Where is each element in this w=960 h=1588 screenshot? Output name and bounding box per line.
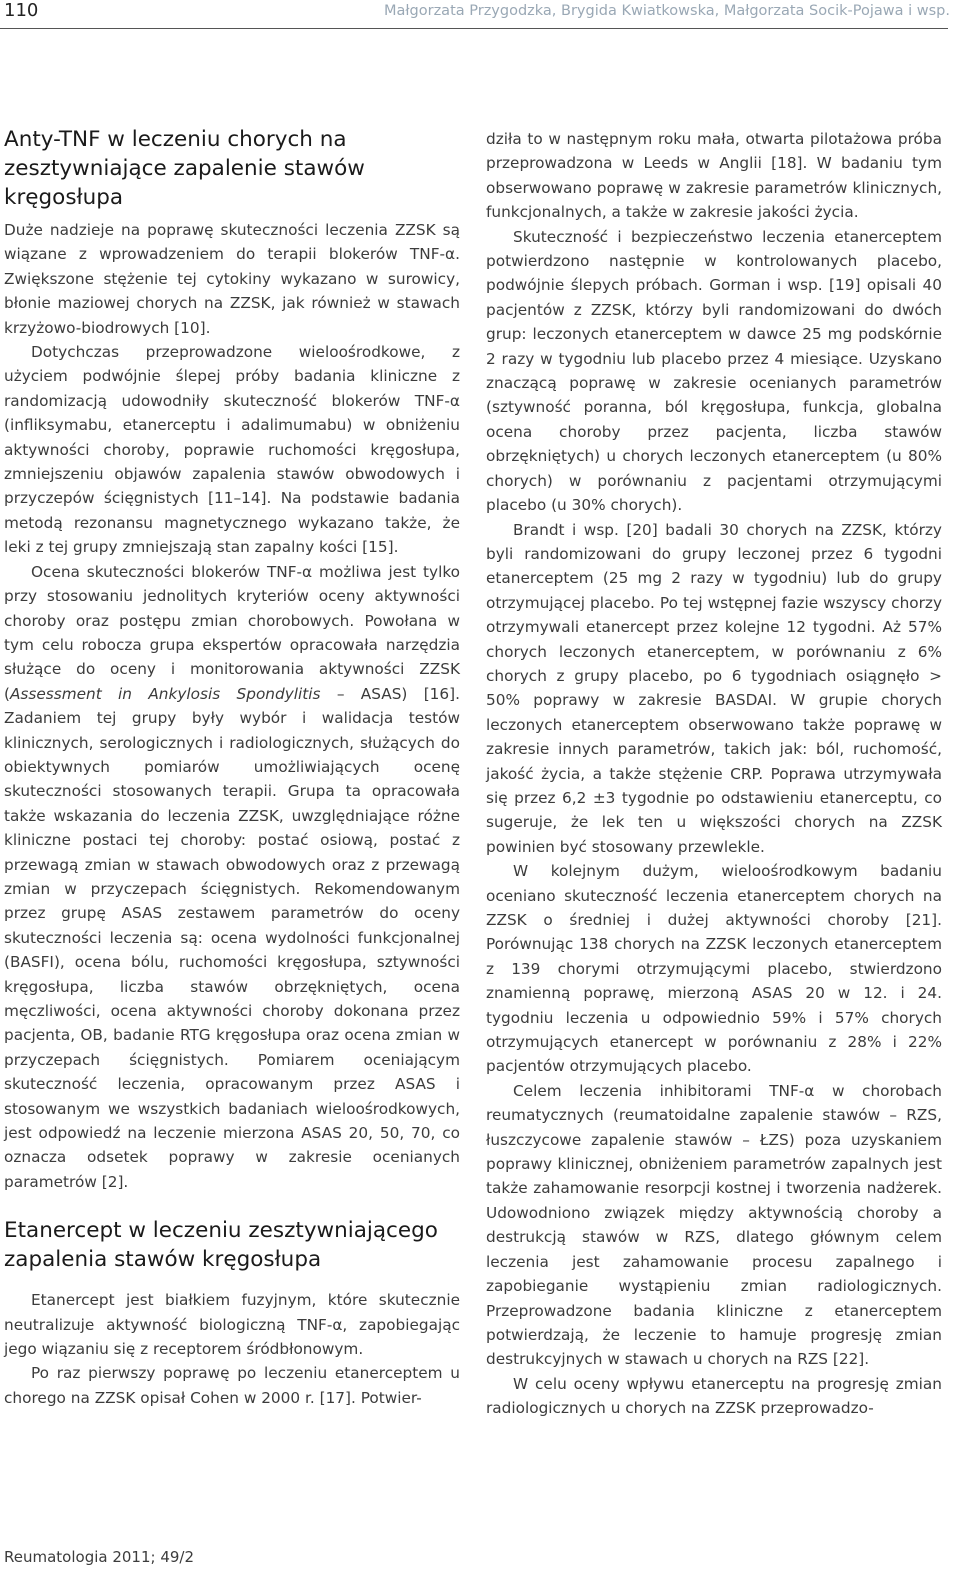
paragraph: Celem leczenia inhibitorami TNF-α w chorobach reumatycznych (reumatoidalne zapalenie stawów – RZS, łuszczycowe zapalenie stawów – ŁZS) poza uzyskaniem poprawy klinicznej, obniżeniem parametrów zapalnych jest także zahamowanie resorpcji kostnej i tworzenia nadżerek. Udowodniono związek między aktywnością choroby a destrukcją stawów w RZS, dlatego głównym celem leczenia jest zahamowanie procesu zapalnego i zapobieganie wystąpieniu zmian radiologicznych. Przeprowadzone badania kliniczne z etanerceptem potwierdzają, że leczenie to hamuje progresję zmian destrukcyjnych w stawach u chorych na RZS [22].: [486, 1081, 942, 1369]
header-rule: [0, 28, 948, 29]
paragraph: Dotychczas przeprowadzone wieloośrodkowe, z użyciem podwójnie ślepej próby badania kliniczne z randomizacją udowodniły skuteczność blokerów TNF-α (infliksymabu, etanerceptu i adalimumabu) w obniżeniu aktywności choroby, poprawie ruchomości kręgosłupa, zmniejszeniu objawów zapalenia stawów obwodowych i przyczepów ścięgnistych [11–14]. Na podstawie badania metodą rezonansu magnetycznego wykazano także, że leki z tej grupy zmniejszają stan zapalny kości [15].: [4, 343, 460, 557]
paragraph: Etanercept jest białkiem fuzyjnym, które skutecznie neutralizuje aktywność biologiczną TNF-α, zapobiegając jego wiązaniu się z receptorem śródbłonowym.: [4, 1291, 460, 1359]
right-column: [486, 127, 942, 1421]
paragraph: [4, 560, 460, 1195]
paragraph: Duże nadzieje na poprawę skuteczności leczenia ZZSK są wiązane z wprowadzeniem do terapii blokerów TNF-α. Zwiększone stężenie tej cytokiny wykazano w surowicy, błonie maziowej chorych na ZZSK, jak również w stawach krzyżowo-biodrowych [10].: [4, 221, 460, 337]
paragraph: W kolejnym dużym, wieloośrodkowym badaniu oceniano skuteczność leczenia etanerceptem chorych na ZZSK o średniej i dużej aktywności choroby [21]. Porównując 138 chorych na ZZSK leczonych etanerceptem z 139 chorymi otrzymującymi placebo, stwierdzono znamienną poprawę, mierzoną ASAS 20 w 12. i 24. tygodniu leczenia u odpowiednio 59% i 57% chorych otrzymujących etanercept w porównaniu z 28% i 22% pacjentów otrzymujących placebo.: [486, 862, 942, 1076]
paragraph: Po raz pierwszy poprawę po leczeniu etanerceptem u chorego na ZZSK opisał Cohen w 2000 r. [17]. Potwier-: [4, 1364, 460, 1407]
journal-footer: Reumatologia 2011; 49/2: [4, 1548, 195, 1566]
section-heading-etanercept: Etanercept w leczeniu zesztywniającego zapalenia stawów kręgosłupa: [4, 1218, 438, 1273]
section-heading-anty-tnf: Anty-TNF w leczeniu chorych na zesztywniające zapalenie stawów kręgosłupa: [4, 127, 365, 210]
left-column: [4, 125, 460, 1410]
italic-term: Assessment in Ankylosis Spondylitis: [9, 684, 321, 703]
text-span: – ASAS) [16]. Zadaniem tej grupy były wybór i walidacja testów klinicznych, serologicznych i radiologicznych, służących do obiektywnych pomiarów umożliwiających ocenę skuteczności stosowanych terapii. Grupa ta opracowała także wskazania do leczenia ZZSK, uwzględniające różne kliniczne postaci tej choroby: postać osiową, postać z przewagą zmian w stawach obwodowych oraz z przewagą zmian w przyczepach ścięgnistych. Rekomendowanym przez grupę ASAS zestawem parametrów do oceny skuteczności leczenia są: ocena wydolności funkcjonalnej (BASFI), ocena bólu, ruchomości kręgosłupa, sztywności kręgosłupa, liczba stawów obrzękniętych, ocena męczliwości, ocena aktywności choroby dokonana przez pacjenta, OB, badanie RTG kręgosłupa oraz ocena zmian w przyczepach ścięgnistych. Pomiarem oceniającym skuteczność leczenia, opracowanym przez ASAS i stosowanym we wszystkich badaniach wieloośrodkowych, jest odpowiedź na leczenie mierzona ASAS 20, 50, 70, co oznacza odsetek poprawy w zakresie ocenianych parametrów [2].: [4, 684, 460, 1191]
paragraph: Brandt i wsp. [20] badali 30 chorych na ZZSK, którzy byli randomizowani do grupy leczonej przez 6 tygodni etanerceptem (25 mg 2 razy w tygodniu) lub do grupy otrzymującej placebo. Po tej wstępnej fazie wszyscy chorzy otrzymywali etanercept przez kolejne 12 tygodni. Aż 57% chorych leczonych etanerceptem, w porównaniu z 6% chorych z grupy placebo, po 6 tygodniach osiągnęło > 50% poprawy w zakresie BASDAI. W grupie chorych leczonych etanerceptem obserwowano także poprawę w zakresie innych parametrów, takich jak: ból, ruchomość, jakość życia, a także stężenie CRP. Poprawa utrzymywała się przez 6,2 ±3 tygodnie po odstawieniu etanerceptu, co sugeruje, że lek ten u większości chorych na ZZSK powinien być stosowany przewlekle.: [486, 520, 942, 856]
text-span: Ocena skuteczności blokerów TNF-α możliwa jest tylko przy stosowaniu jednolitych kryteriów oceny aktywności choroby oraz postępu zmian chorobowych. Powołana w tym celu robocza grupa ekspertów opracowała narzędzia służące do oceny i monitorowania aktywności ZZSK (: [4, 562, 460, 703]
page-number: 110: [4, 0, 39, 21]
paragraph: dziła to w następnym roku mała, otwarta pilotażowa próba przeprowadzona w Leeds w Anglii [18]. W badaniu tym obserwowano poprawę w zakresie parametrów klinicznych, funkcjonalnych, a także w zakresie jakości życia.: [486, 130, 942, 222]
page-header: [0, 0, 960, 40]
running-head: Małgorzata Przygodzka, Brygida Kwiatkowska, Małgorzata Socik-Pojawa i wsp.: [384, 3, 950, 19]
paragraph: W celu oceny wpływu etanerceptu na progresję zmian radiologicznych u chorych na ZZSK przeprowadzo-: [486, 1374, 942, 1418]
paragraph: Skuteczność i bezpieczeństwo leczenia etanerceptem potwierdzono następnie w kontrolowanych placebo, podwójnie ślepych próbach. Gorman i wsp. [19] opisali 40 pacjentów z ZZSK, którzy byli randomizowani do dwóch grup: leczonych etanerceptem w dawce 25 mg podskórnie 2 razy w tygodniu lub placebo przez 4 miesiące. Uzyskano znaczącą poprawę w zakresie ocenianych parametrów (sztywność poranna, ból kręgosłupa, funkcja, globalna ocena choroby przez pacjenta, liczba stawów obrzękniętych) u chorych leczonych etanerceptem (u 80% chorych) w porównaniu z pacjentami otrzymującymi placebo (u 30% chorych).: [486, 227, 942, 515]
